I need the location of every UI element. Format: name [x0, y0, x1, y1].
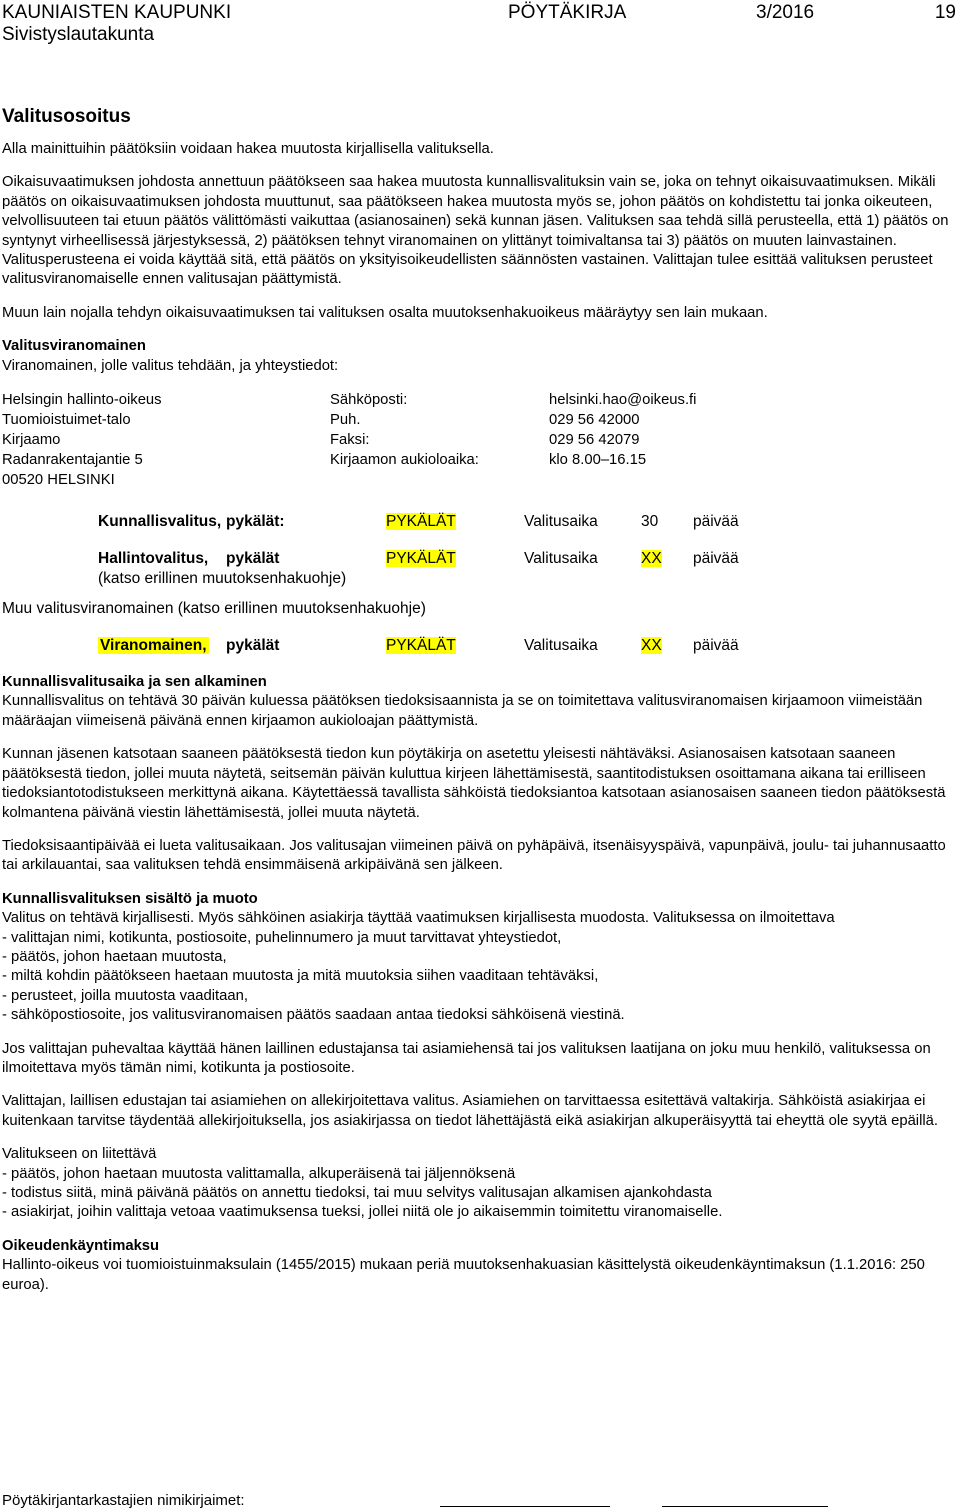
- page-header: [2, 2, 958, 46]
- list-item: - miltä kohdin päätökseen haetaan muutosta ja mitä muutoksia siihen vaaditaan tehtäväksi,: [2, 968, 599, 985]
- appeal-time-label: Valitusaika: [524, 550, 598, 568]
- authority-heading: Valitusviranomainen: [2, 338, 146, 355]
- aika-paragraph-2: Kunnan jäsenen katsotaan saaneen päätöksestä tiedon kun pöytäkirja on asetettu yleisesti nähtäväksi. Asianosaisen katsotaan saaneen päätöksestä tiedon, jollei muuta näytetä, seitsemän päivän kuluttua kirjeen lähettämisestä, saantitodistuksen osoittamana aikana tai erilliseen tiedoksiantotodistukseen merkittynä aikana. Käytettäessä tavallista sähköistä tiedoksiantoa katsotaan asianosaisen saaneen tiedon päätöksestä kolmantena päivänä viestin lähettämisestä, jollei muuta näytetä.: [2, 746, 946, 821]
- list-item: - asiakirjat, joihin valittaja vetoaa vaatimuksensa tueksi, jollei niitä ole jo aikaisemmin toimitettu viranomaiselle.: [2, 1204, 723, 1221]
- appeal-unit: päivää: [693, 513, 739, 531]
- maksu-heading: Oikeudenkäyntimaksu: [2, 1237, 160, 1254]
- contact-cell: [549, 470, 849, 490]
- maksu-paragraph: Hallinto-oikeus voi tuomioistuinmaksulain (1455/2015) mukaan periä muutoksenhakuasian käsittelystä oikeudenkäyntimaksun (1.1.2016: 250 euroa).: [2, 1257, 925, 1293]
- contact-cell: Faksi:: [330, 432, 370, 449]
- contact-cell: 00520 HELSINKI: [2, 472, 115, 489]
- doc-type: PÖYTÄKIRJA: [508, 2, 627, 23]
- appeal-pykalat: pykälät: [226, 637, 280, 655]
- aika-paragraph-3: Tiedoksisaantipäivää ei lueta valitusaikaan. Jos valitusajan viimeinen päivä on pyhäpäivä, itsenäisyyspäivä, vapunpäivä, joulu- tai juhannusaatto tai arkilauantai, saa valituksen tehdä ensimmäisenä arkipäivänä sen jälkeen.: [2, 837, 946, 874]
- contact-cell: Tuomioistuimet-talo: [2, 412, 131, 429]
- signature-line: [662, 1506, 828, 1507]
- contact-cell: klo 8.00–16.15: [549, 452, 647, 469]
- list-item: - todistus siitä, minä päivänä päätös on annettu tiedoksi, tai muu selvitys valitusajan alkamisen ajankohdasta: [2, 1185, 712, 1201]
- contact-cell: Kirjaamo: [2, 432, 61, 449]
- contact-table: [2, 390, 952, 490]
- page-number: 19: [934, 2, 956, 23]
- appeal-unit: päivää: [693, 550, 739, 568]
- list-item: - valittajan nimi, kotikunta, postiosoite, puhelinnumero ja muut tarvittavat yhteystiedot,: [2, 929, 562, 946]
- appeal-pykalat: pykälät:: [226, 513, 285, 531]
- contact-cell: 029 56 42079: [549, 432, 640, 449]
- contact-cell: Helsingin hallinto-oikeus: [2, 392, 162, 409]
- appeal-time-label: Valitusaika: [524, 513, 598, 531]
- contact-cell: 029 56 42000: [549, 412, 640, 429]
- doc-number: 3/2016: [756, 2, 815, 23]
- contact-cell: Sähköposti:: [330, 392, 408, 409]
- intro-text: Alla mainittuihin päätöksiin voidaan hakea muutosta kirjallisella valituksella.: [2, 141, 494, 157]
- muun-lain-paragraph: Muun lain nojalla tehdyn oikaisuvaatimuksen tai valituksen osalta muutoksenhakuoikeus määräytyy sen lain mukaan.: [2, 304, 768, 321]
- liitteet-heading: Valitukseen on liitettävä: [2, 1146, 157, 1163]
- aika-heading: Kunnallisvalitusaika ja sen alkaminen: [2, 674, 267, 691]
- appeal-time-label: Valitusaika: [524, 637, 598, 655]
- appeal-pykalat: pykälät: [226, 550, 280, 568]
- list-item: - sähköpostiosoite, jos valitusviranomaisen päätös saadaan antaa tiedoksi sähköisenä viestinä.: [2, 1007, 625, 1024]
- list-item: - päätös, johon haetaan muutosta,: [2, 948, 227, 965]
- allekirjoitus-paragraph: Valittajan, laillisen edustajan tai asiamiehen on allekirjoitettava valitus. Asiamiehen on tarvittaessa esitettävä valtakirja. Sähköistä asiakirjaa ei kuitenkaan tarvitse täydentää allekirjoituksella, jos asiakirjassa on tiedot lähettäjästä eikä asiakirjan alkuperäisyyttä tai eheyttä ole syytä epäillä.: [2, 1093, 939, 1129]
- appeal-unit: päivää: [693, 637, 739, 655]
- puhevalta-paragraph: Jos valittajan puhevaltaa käyttää hänen laillinen edustajansa tai asiamiehensä tai jos valituksen laatijana on joku muu henkilö, valituksessa on ilmoitettava myös tämän nimi, kotikunta ja postiosoite.: [2, 1040, 931, 1076]
- pykalat-placeholder: PYKÄLÄT: [386, 637, 456, 655]
- contact-cell: Puh.: [330, 412, 361, 429]
- signature-line: [440, 1506, 610, 1507]
- hallintovalitus-row: [2, 549, 952, 569]
- muu-authority-text: Muu valitusviranomainen (katso erillinen muutoksenhakuohje): [2, 600, 426, 618]
- contact-cell: Radanrakentajantie 5: [2, 452, 143, 469]
- sisalto-intro: Valitus on tehtävä kirjallisesti. Myös sähköinen asiakirja täyttää vaatimuksen kirjallisesta muodosta. Valituksessa on ilmoitettava: [2, 910, 835, 927]
- signature-label: Pöytäkirjantarkastajien nimikirjaimet:: [2, 1492, 245, 1509]
- appeal-days: 30: [641, 513, 659, 531]
- document-body: [2, 105, 952, 1295]
- kunnallisvalitus-row: [2, 512, 952, 532]
- appeal-type: Viranomainen,: [100, 637, 207, 655]
- appeal-days: XX: [641, 637, 662, 655]
- viranomainen-row: [2, 636, 952, 656]
- contact-cell: Kirjaamon aukioloaika:: [330, 452, 479, 469]
- list-item: - perusteet, joilla muutosta vaaditaan,: [2, 987, 248, 1004]
- contact-cell: [330, 470, 549, 490]
- oikaisu-paragraph: Oikaisuvaatimuksen johdosta annettuun päätökseen saa hakea muutosta kunnallisvalituksin vain se, joka on tehnyt oikaisuvaatimuksen. Mikäli päätös on oikaisuvaatimuksen johdosta muuttunut, saa päätökseen hakea muutosta myös se, johon päätös on kohdistettu tai jonka oikeuteen, velvollisuuteen tai etuun päätös välittömästi vaikuttaa (asianosainen) sekä kunnan jäsen. Valituksen saa tehdä sillä perusteella, että 1) päätös on syntynyt virheellisessä järjestyksessä, 2) päätöksen tehnyt viranomainen on ylittänyt toimivaltansa tai 3) päätös on muuten lainvastainen. Valitusperusteena ei voida käyttää sitä, että päätös on yksityisoikeudellisten säännösten vastainen. Valittajan tulee esittää valituksen perusteet valitusviranomaiselle ennen valitusajan päättymistä.: [2, 174, 949, 288]
- org-name: KAUNIAISTEN KAUPUNKI: [2, 2, 232, 23]
- hallinto-note: (katso erillinen muutoksenhakuohje): [98, 570, 347, 588]
- appeal-type: Kunnallisvalitus,: [98, 513, 222, 531]
- appeal-days: XX: [641, 550, 662, 568]
- aika-paragraph-1: Kunnallisvalitus on tehtävä 30 päivän kuluessa päätöksen tiedoksisaannista ja se on toimitettava valitusviranomaisen kirjaamoon viimeistään määräajan viimeisenä päivänä ennen kirjaamon aukioloajan päättymistä.: [2, 693, 923, 729]
- list-item: - päätös, johon haetaan muutosta valittamalla, alkuperäisenä tai jäljennöksenä: [2, 1165, 516, 1182]
- contact-email[interactable]: helsinki.hao@oikeus.fi: [549, 392, 697, 409]
- authority-intro: Viranomainen, jolle valitus tehdään, ja yhteystiedot:: [2, 357, 339, 374]
- board-name: Sivistyslautakunta: [2, 24, 155, 45]
- sisalto-heading: Kunnallisvalituksen sisältö ja muoto: [2, 890, 258, 907]
- appeal-type: Hallintovalitus,: [98, 550, 209, 568]
- pykalat-placeholder: PYKÄLÄT: [386, 513, 456, 531]
- pykalat-placeholder: PYKÄLÄT: [386, 550, 456, 568]
- page-title: Valitusosoitus: [2, 106, 131, 127]
